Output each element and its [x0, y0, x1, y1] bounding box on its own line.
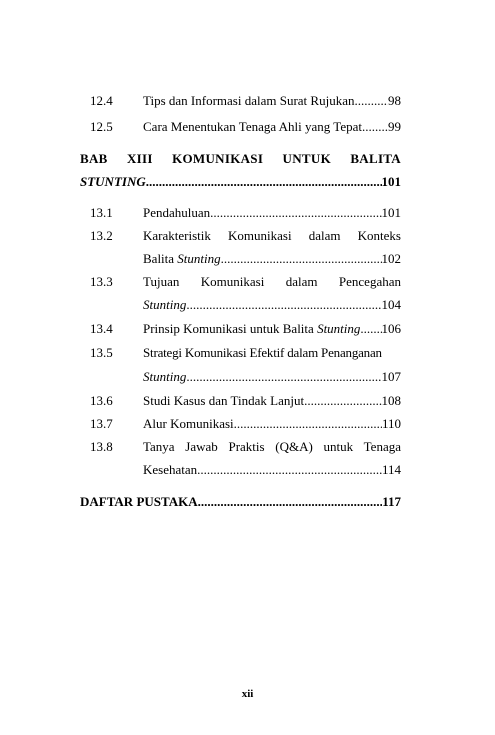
leader-dots [146, 171, 382, 193]
leader-dots [304, 390, 381, 412]
entry-title-line2: Kesehatan [143, 462, 198, 477]
entry-number: 12.5 [90, 119, 113, 134]
entry-title-line2: Balita Stunting [143, 251, 221, 266]
leader-dots [360, 318, 381, 340]
entry-number: 13.2 [90, 228, 113, 243]
toc-entry-13-8-cont [0, 459, 495, 481]
entry-title: Prinsip Komunikasi untuk Balita Stunting [143, 321, 361, 336]
toc-entry-13-1 [0, 202, 495, 224]
entry-page: 102 [381, 251, 401, 266]
chapter-13-italic: STUNTING [80, 174, 146, 189]
entry-page: 110 [381, 416, 401, 431]
leader-dots [221, 248, 382, 270]
leader-dots [186, 366, 381, 388]
leader-dots [354, 90, 388, 112]
leader-dots [234, 413, 382, 435]
entry-title-line2: Stunting [143, 369, 187, 384]
entry-title: Studi Kasus dan Tindak Lanjut [143, 393, 305, 408]
entry-number: 13.6 [90, 393, 113, 408]
entry-page: 107 [381, 369, 401, 384]
leader-dots [197, 459, 382, 481]
toc-entry-13-2-cont [0, 248, 495, 270]
daftar-pustaka-label: DAFTAR PUSTAKA [80, 494, 198, 509]
entry-number: 13.4 [90, 321, 113, 336]
page-number: xii [241, 688, 254, 700]
toc-entry-13-7 [0, 413, 495, 435]
toc-entry-13-3 [0, 271, 495, 293]
entry-number: 13.8 [90, 439, 113, 454]
entry-page: 104 [381, 297, 401, 312]
entry-page: 99 [388, 119, 401, 134]
leader-dots [198, 491, 383, 513]
entry-page: 101 [381, 205, 401, 220]
toc-entry-13-3-cont [0, 294, 495, 316]
toc-entry-13-6 [0, 390, 495, 412]
entry-page: 106 [381, 321, 401, 336]
entry-title-line1: Tanya Jawab Praktis (Q&A) untuk Tenaga [143, 439, 401, 454]
toc-entry-13-4 [0, 318, 495, 340]
daftar-pustaka-entry [80, 491, 401, 513]
entry-title: Tips dan Informasi dalam Surat Rujukan [143, 93, 355, 108]
toc-entry-13-2 [0, 225, 495, 247]
entry-number: 13.1 [90, 205, 113, 220]
entry-page: 98 [388, 93, 401, 108]
entry-number: 13.7 [90, 416, 113, 431]
toc-entry-12-5 [0, 116, 495, 138]
daftar-pustaka-page: 117 [382, 494, 401, 509]
entry-page: 108 [381, 393, 401, 408]
entry-title-line2: Stunting [143, 297, 187, 312]
chapter-13-page: 101 [381, 174, 401, 189]
entry-number: 12.4 [90, 93, 113, 108]
chapter-13-heading-line2 [80, 171, 401, 193]
entry-number: 13.3 [90, 274, 113, 289]
toc-entry-13-5 [0, 342, 495, 364]
leader-dots [186, 294, 381, 316]
entry-title: Cara Menentukan Tenaga Ahli yang Tepat [143, 119, 362, 134]
toc-entry-12-4 [0, 90, 495, 112]
toc-entry-13-8 [0, 436, 495, 458]
entry-page: 114 [381, 462, 401, 477]
entry-number: 13.5 [90, 345, 113, 360]
entry-title-line1: Tujuan Komunikasi dalam Pencegahan [143, 274, 401, 289]
entry-title-line1: Karakteristik Komunikasi dalam Konteks [143, 228, 401, 243]
toc-entry-13-5-cont [0, 366, 495, 388]
leader-dots [362, 116, 388, 138]
entry-title: Pendahuluan [143, 205, 211, 220]
entry-title-line1: Strategi Komunikasi Efektif dalam Penanganan [143, 345, 382, 360]
chapter-13-heading: BAB XIII KOMUNIKASI UNTUK BALITA [80, 151, 401, 166]
leader-dots [210, 202, 381, 224]
entry-title: Alur Komunikasi [143, 416, 234, 431]
